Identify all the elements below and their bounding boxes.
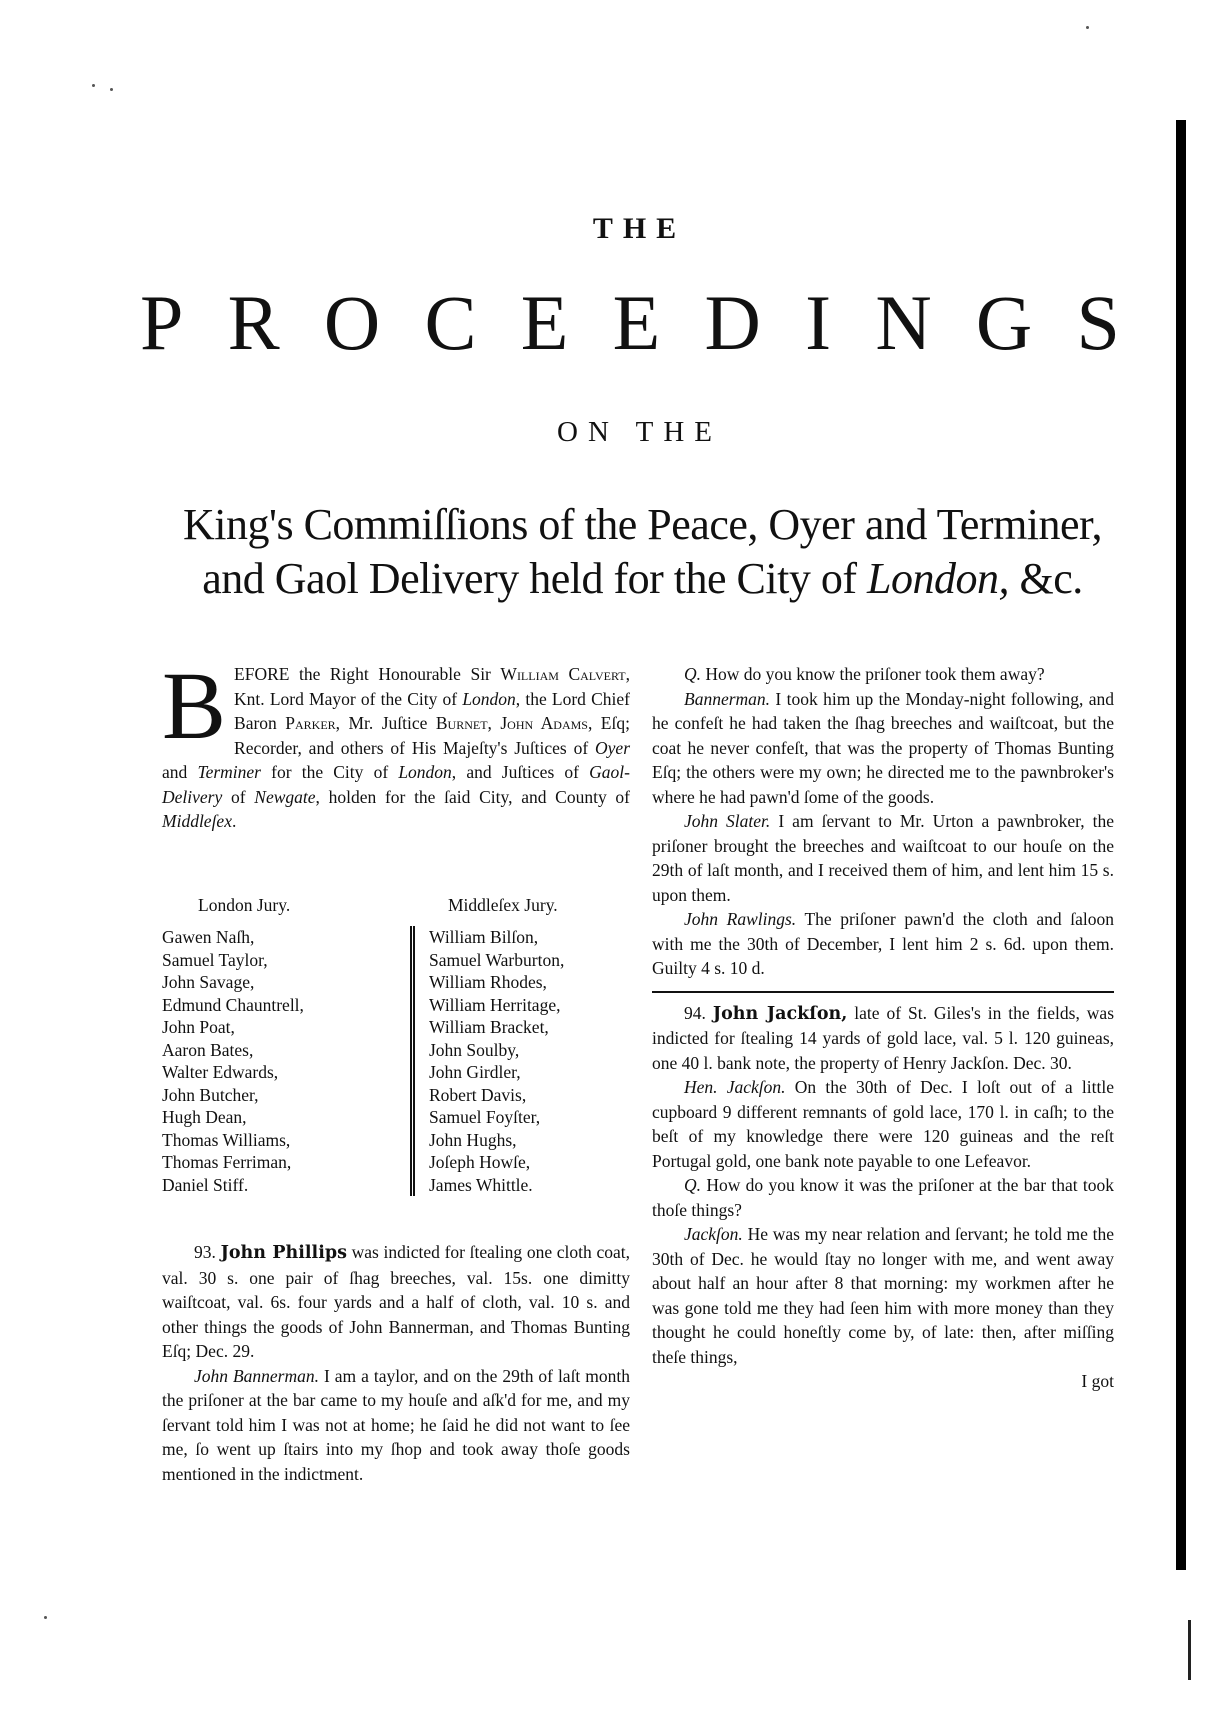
intro-name: John Adams bbox=[500, 713, 588, 733]
intro-span: , the Lord Chief Baron bbox=[234, 688, 631, 733]
question-mark: Q. bbox=[684, 664, 702, 684]
case-93 bbox=[162, 1240, 630, 1486]
intro-span: for the City of bbox=[260, 762, 399, 782]
intro-italic: Oyer bbox=[595, 737, 630, 758]
witness-name: John Bannerman. bbox=[194, 1365, 320, 1386]
scan-speck bbox=[110, 88, 113, 91]
juror-name: William Bracket, bbox=[429, 1017, 549, 1037]
case-94-indictment bbox=[652, 1001, 1114, 1076]
juror-name: William Bilſon, bbox=[429, 927, 539, 947]
drop-cap: B bbox=[162, 652, 227, 759]
juror-name: Samuel Taylor, bbox=[162, 949, 268, 970]
intro-name: Parker bbox=[285, 713, 336, 733]
title-letter: R bbox=[227, 279, 280, 366]
juror-name: Walter Edwards, bbox=[162, 1062, 279, 1082]
title-line-2 bbox=[150, 552, 1135, 606]
page-edge-shadow bbox=[1176, 120, 1186, 1570]
juror-name: John Soulby, bbox=[429, 1039, 520, 1060]
title-letter: P bbox=[140, 279, 184, 366]
intro-span: the Right Honourable Sir bbox=[289, 664, 501, 684]
title-letter: C bbox=[424, 279, 477, 366]
witness-name: John Rawlings. bbox=[684, 909, 797, 929]
title-letter: D bbox=[704, 279, 761, 366]
juror-name: Thomas Williams, bbox=[162, 1129, 291, 1150]
intro-span: , Eſq; Recorder, and others of His Majeſty's Juſtices of bbox=[234, 713, 630, 758]
juror-name: Samuel Warburton, bbox=[429, 949, 565, 970]
juror-name: Gawen Naſh, bbox=[162, 927, 255, 947]
case-number: 94. bbox=[684, 1002, 713, 1023]
juror-name: Joſeph Howſe, bbox=[429, 1152, 531, 1172]
intro-span: , holden for the ſaid City, and County of bbox=[315, 786, 631, 807]
juror-name: Thomas Ferriman, bbox=[162, 1152, 292, 1172]
intro-span: . bbox=[231, 811, 237, 831]
juror-name: John Poat, bbox=[162, 1017, 235, 1037]
intro-span: , Mr. Juſtice bbox=[335, 713, 436, 733]
juror-name: Aaron Bates, bbox=[162, 1039, 254, 1060]
intro-span: and bbox=[162, 762, 198, 782]
question bbox=[652, 1173, 1114, 1222]
defendant-name: John Jackſon, bbox=[712, 1003, 848, 1024]
juror-name: Robert Davis, bbox=[429, 1084, 527, 1105]
london-jury-heading: London Jury. bbox=[198, 895, 291, 915]
indictment-text: was indicted for ſtealing one cloth coat, val. 30 s. one pair of ſhag breeches, val. 15s. one dimitty waiſtcoat, val. 6s. four yards and a half of cloth, val. 10 s. and other things the goods of John Bannerman, and Thomas Bunting Eſq; Dec. 29. bbox=[162, 1242, 630, 1361]
intro-italic: London bbox=[398, 762, 452, 782]
title-commissions bbox=[150, 498, 1135, 606]
title-letter: S bbox=[1076, 279, 1120, 366]
intro-italic: Middleſex bbox=[162, 811, 232, 831]
intro-italic: Newgate bbox=[254, 786, 316, 807]
defendant-name: John Phillips bbox=[220, 1243, 347, 1263]
intro-text bbox=[162, 652, 631, 834]
testimony bbox=[162, 1364, 630, 1487]
title-line-1: King's Commiſſions of the Peace, Oyer and Terminer, bbox=[183, 500, 1102, 549]
juror-name: John Girdler, bbox=[429, 1062, 521, 1082]
indictment-text: late of St. Giles's in the fields, was indicted for ſtealing 14 yards of gold lace, val. 5 l. 120 guineas, one 40 l. bank note, the property of Henry Jackſon. Dec. 30. bbox=[652, 1002, 1115, 1073]
title-etc: &c. bbox=[1008, 554, 1083, 603]
juror-name: James Whittle. bbox=[429, 1174, 533, 1195]
london-jury-list bbox=[162, 926, 392, 1196]
title-letter: E bbox=[612, 279, 661, 366]
question-text: How do you know it was the priſoner at the bar that took thoſe things? bbox=[652, 1175, 1114, 1220]
juror-name: John Butcher, bbox=[162, 1084, 259, 1105]
scan-speck bbox=[44, 1616, 47, 1619]
title-letter: G bbox=[975, 279, 1033, 366]
page-edge-mark bbox=[1188, 1620, 1191, 1680]
testimony-text: I am ſervant to Mr. Urton a pawnbroker, the priſoner brought the breeches and waiſtcoat to our houſe on the 29th of laſt month, and I received them of him, and lent him 15 s. upon them. bbox=[652, 811, 1114, 905]
testimony-text: The priſoner pawn'd the cloth and ſaloon with me the 30th of December, I lent him 2 s. 6d. upon them. bbox=[652, 909, 1114, 954]
testimony-text: I took him up the Monday-night following, and he confeſt he had taken the ſhag breeches and waiſtcoat, but the coat he never confeſt, that was the property of Thomas Bunting Eſq; the others were my own; he directed me to the pawnbroker's where he had pawn'd ſome of the goods. bbox=[652, 688, 1114, 807]
title-proceedings bbox=[140, 278, 1120, 368]
juror-name: John Savage, bbox=[162, 972, 255, 992]
intro-name: Burnet bbox=[435, 713, 488, 733]
testimony bbox=[652, 1075, 1114, 1173]
intro-paragraph bbox=[162, 652, 631, 834]
juror-name: John Hughs, bbox=[429, 1129, 517, 1150]
testimony bbox=[652, 809, 1114, 907]
section-rule bbox=[652, 991, 1114, 993]
intro-span: , and Juſtices of bbox=[451, 762, 590, 782]
juror-name: Daniel Stiff. bbox=[162, 1174, 249, 1195]
title-city: London, bbox=[867, 554, 1009, 603]
title-letter: O bbox=[323, 279, 381, 366]
title-line-2-text: and Gaol Delivery held for the City of bbox=[202, 554, 867, 603]
testimony-text: On the 30th of Dec. I loſt out of a little cupboard 9 different remnants of gold lace, 170 l. in caſh; to the beſt of my knowledge there were 120 guineas and the reſt Portugal gold, one bank note payable to one Lefeavor. bbox=[652, 1077, 1114, 1171]
verdict: Guilty 4 s. 10 d. bbox=[652, 958, 765, 978]
title-letter: E bbox=[520, 279, 569, 366]
testimony bbox=[652, 1222, 1114, 1369]
title-letter: I bbox=[805, 279, 832, 366]
testimony bbox=[652, 907, 1114, 981]
title-letter: N bbox=[875, 279, 932, 366]
intro-italic: Gaol-Delivery bbox=[162, 762, 630, 807]
testimony bbox=[652, 687, 1114, 810]
right-column bbox=[652, 662, 1114, 1394]
juror-name: Hugh Dean, bbox=[162, 1107, 247, 1127]
scan-speck bbox=[92, 84, 95, 87]
witness-name: John Slater. bbox=[684, 811, 771, 831]
question-text: How do you know the priſoner took them away? bbox=[701, 664, 1045, 684]
testimony-text: I am a taylor, and on the 29th of laſt month the priſoner at the bar came to my houſe and aſk'd for me, and my ſervant told him I was not at home; he ſaid he did not want to ſee me, ſo went up ſtairs into my ſhop and took away thoſe goods mentioned in the indictment. bbox=[162, 1365, 630, 1484]
middlesex-jury-heading: Middleſex Jury. bbox=[448, 895, 558, 915]
case-number: 93. bbox=[194, 1242, 221, 1262]
intro-span: of bbox=[222, 786, 255, 807]
scan-speck bbox=[1086, 26, 1089, 29]
catchword: I got bbox=[1081, 1371, 1114, 1391]
testimony-text: He was my near relation and ſervant; he told me the 30th of Dec. he would ſtay no longer with me, and went away about half an hour after 8 that morning: my workmen after he was gone told me they had ſeen him with more money than they thought he could honeſtly come by, of late: then, after miſſing theſe things, bbox=[652, 1224, 1114, 1367]
juror-name: Samuel Foyſter, bbox=[429, 1107, 541, 1127]
juror-name: William Herritage, bbox=[429, 994, 561, 1015]
juror-name: William Rhodes, bbox=[429, 972, 547, 992]
witness-name: Bannerman. bbox=[684, 688, 771, 709]
intro-span: EFORE bbox=[234, 664, 290, 684]
witness-name: Jackſon. bbox=[684, 1224, 743, 1244]
intro-span: , Knt. Lord Mayor of the City of bbox=[234, 664, 631, 709]
intro-italic: London bbox=[462, 688, 516, 709]
case-93-indictment bbox=[162, 1240, 630, 1364]
question bbox=[652, 662, 1114, 687]
intro-span: , bbox=[487, 713, 501, 733]
title-the: THE bbox=[592, 212, 687, 245]
middlesex-jury-list bbox=[410, 926, 649, 1196]
intro-italic: Terminer bbox=[197, 762, 261, 782]
title-on-the: ON THE bbox=[557, 416, 722, 448]
intro-name: William Calvert bbox=[500, 664, 626, 684]
question-mark: Q. bbox=[684, 1175, 702, 1195]
juror-name: Edmund Chauntrell, bbox=[162, 994, 304, 1015]
witness-name: Hen. Jackſon. bbox=[684, 1077, 786, 1097]
